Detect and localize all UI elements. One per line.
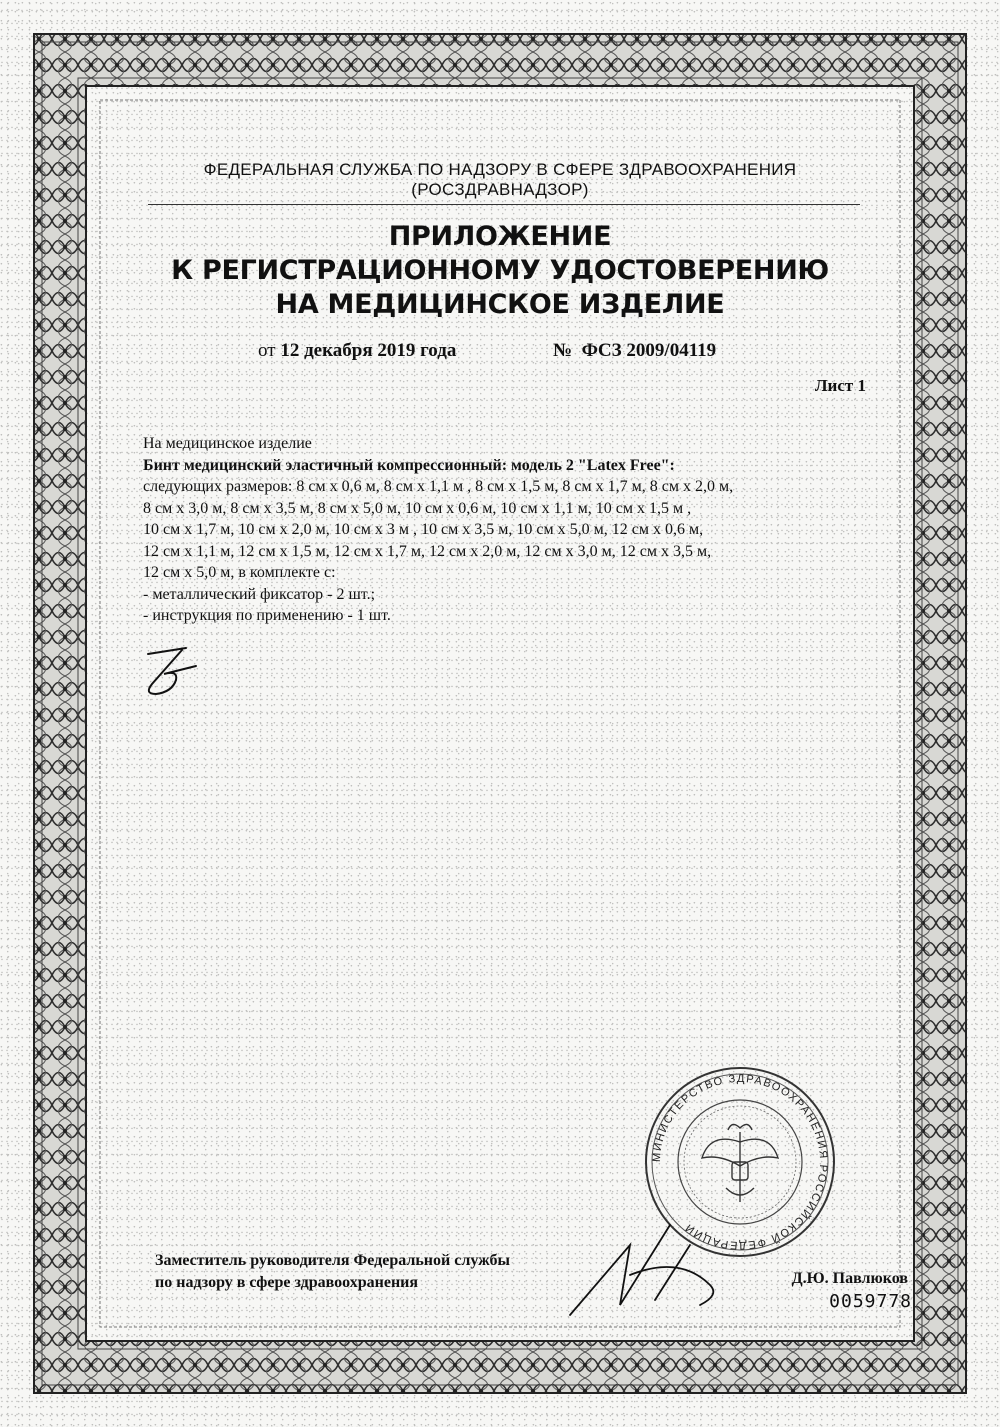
sizes-line: 12 см х 5,0 м, в комплекте с: <box>143 564 336 581</box>
sizes-line: 8 см х 3,0 м, 8 см х 3,5 м, 8 см х 5,0 м, 10 см х 0,6 м, 10 см х 1,1 м, 10 см х 1,5 м , <box>143 499 692 517</box>
sheet-number: Лист 1 <box>814 376 866 395</box>
number-label: № <box>553 340 573 361</box>
kit-item: - металлический фиксатор - 2 шт.; <box>143 585 376 603</box>
title-line-2: К РЕГИСТРАЦИОННОМУ УДОСТОВЕРЕНИЮ <box>171 255 829 286</box>
header-divider <box>148 204 860 205</box>
sizes-line: 10 см х 1,7 м, 10 см х 2,0 м, 10 см х 3 м , 10 см х 3,5 м, 10 см х 5,0 м, 12 см х 0,6 м, <box>143 521 704 538</box>
issue-date <box>258 340 456 362</box>
registration-number <box>553 340 716 362</box>
document-body <box>143 433 873 627</box>
initials-mark <box>138 640 208 700</box>
body-intro: На медицинское изделие <box>143 435 312 452</box>
document-title <box>0 220 1000 322</box>
handwritten-signature <box>560 1215 740 1325</box>
signatory-name: Д.Ю. Павлюков <box>791 1270 908 1287</box>
agency-name: ФЕДЕРАЛЬНАЯ СЛУЖБА ПО НАДЗОРУ В СФЕРЕ ЗДРАВООХРАНЕНИЯ <box>203 160 797 179</box>
agency-abbreviation: (РОСЗДРАВНАДЗОР) <box>411 180 589 199</box>
seal-ring-text: МИНИСТЕРСТВО ЗДРАВООХРАНЕНИЯ РОССИЙСКОЙ ФЕДЕРАЦИИ <box>650 1072 830 1252</box>
date-value: 12 декабря 2019 года <box>280 340 457 361</box>
title-line-3: НА МЕДИЦИНСКОЕ ИЗДЕЛИЕ <box>275 289 725 320</box>
position-line-2: по надзору в сфере здравоохранения <box>155 1274 419 1291</box>
form-serial-number: 0059778 <box>829 1291 912 1312</box>
product-name: Бинт медицинский эластичный компрессионный: модель 2 "Latex Free": <box>143 456 675 474</box>
kit-item: - инструкция по применению - 1 шт. <box>143 607 391 624</box>
number-value: ФСЗ 2009/04119 <box>581 340 717 361</box>
sizes-line: 12 см х 1,1 м, 12 см х 1,5 м, 12 см х 1,7 м, 12 см х 2,0 м, 12 см х 3,0 м, 12 см х 3,5 м, <box>143 542 712 560</box>
sizes-line: следующих размеров: 8 см х 0,6 м, 8 см х 1,1 м , 8 см х 1,5 м, 8 см х 1,7 м, 8 см х 2,0 м, <box>143 478 734 495</box>
agency-header <box>0 160 1000 200</box>
title-line-1: ПРИЛОЖЕНИЕ <box>388 221 612 252</box>
position-line-1: Заместитель руководителя Федеральной службы <box>155 1252 510 1269</box>
signatory-position <box>155 1250 510 1294</box>
date-prefix: от <box>258 340 276 361</box>
